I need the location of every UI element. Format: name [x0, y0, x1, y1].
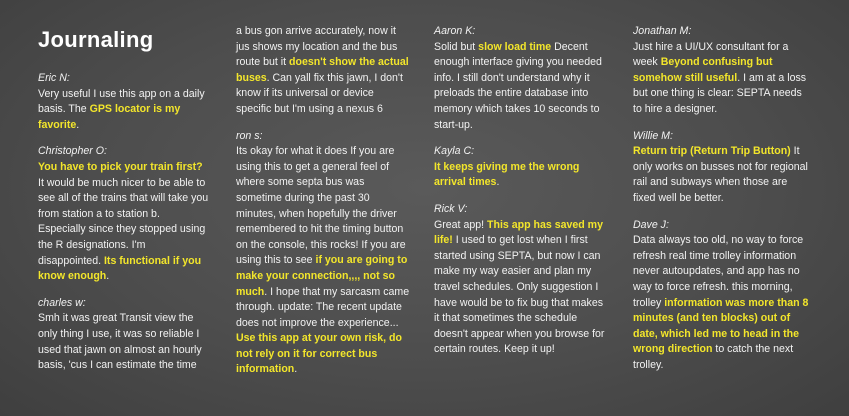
review-text-segment: Smh it was great Transit view the only thing I use, it was so reliable I used that jawn on almost an hourly basis, 'cus I can estimate the time — [38, 312, 202, 372]
review — [434, 202, 610, 358]
review — [38, 296, 210, 374]
review — [236, 129, 412, 379]
review-text — [236, 24, 412, 118]
review-column-2 — [236, 24, 412, 389]
review-text-segment: to catch the next trolley. — [633, 343, 794, 371]
review-text-segment: . — [76, 118, 80, 131]
review-highlight: Its functional if you know enough — [38, 254, 202, 283]
review — [434, 24, 610, 133]
review-text — [38, 311, 210, 373]
review-highlight: You have to pick your train first? — [38, 160, 203, 173]
review-highlight: It keeps giving me the wrong arrival times — [434, 160, 580, 189]
review-text-segment: Just hire a UI/UX consultant for a week — [633, 40, 789, 69]
review-author: Kayla C: — [434, 145, 475, 158]
review-text — [236, 144, 412, 378]
review-text-segment: Data always too old, no way to force refresh real time trolley information never autoupdates, and app has no way to force refresh. this morning, trolley — [633, 234, 804, 309]
review-column-4 — [633, 24, 809, 384]
slide-title: Journaling — [38, 27, 154, 52]
review-highlight: Return trip (Return Trip Button) — [633, 145, 791, 158]
review-author: Willie M: — [633, 129, 673, 142]
review — [38, 71, 210, 133]
review-text-segment: . — [294, 363, 298, 376]
review-text — [633, 144, 809, 206]
review-text-segment: a bus gon arrive accurately, now it jus shows my location and the bus route but it — [236, 25, 398, 69]
review-highlight: GPS locator is my favorite — [38, 103, 181, 131]
review-column-3 — [434, 24, 610, 369]
review-author: ron s: — [236, 129, 263, 142]
review-highlight: if you are going to make your connection,,,, not so much — [236, 254, 408, 298]
review-text-segment: It would be much nicer to be able to see all of the trains that will take you from station a to station b. Especially since they stopped using the R designations. I'm disappointed. — [38, 176, 209, 267]
review-text — [38, 87, 210, 134]
review-author: Jonathan M: — [633, 25, 692, 37]
review-highlight: This app has saved my life! — [434, 218, 603, 247]
review-author: Eric N: — [38, 72, 70, 84]
review-author: charles w: — [38, 296, 86, 309]
review-text-segment: It only works on busses not for regional rail and subways when those are fixed well be better. — [633, 145, 808, 204]
review — [633, 24, 809, 118]
review-text — [434, 160, 610, 191]
review-text — [434, 40, 610, 134]
review — [633, 129, 809, 207]
review-text-segment: . I hope that my sarcasm came through. update: The recent update does not improve the experience... — [236, 285, 410, 329]
review — [38, 144, 210, 284]
review-text-segment: Very useful I use this app on a daily basis. The — [38, 87, 205, 116]
review-text-segment: Great app! — [434, 218, 487, 231]
review — [434, 144, 610, 191]
review-text — [434, 218, 610, 358]
review-highlight: information was more than 8 minutes (and ten blocks) out of date, which led me to head in the wrong direction — [633, 296, 809, 356]
review-text-segment: I used to get lost when I first started using SEPTA, but now I can make my way easier and plan my travel schedules. Only suggestion I have would be to fix bug that makes it that sometimes the schedule doesn't appear when you browse for certain routes. Keep it up! — [434, 234, 605, 356]
review-column-1 — [38, 27, 210, 385]
review-author: Christopher O: — [38, 145, 107, 158]
review-author: Rick V: — [434, 202, 468, 215]
review-highlight: slow load time — [478, 40, 552, 53]
review-text-segment: . — [496, 176, 500, 189]
review-highlight: Beyond confusing but somehow still useful — [633, 56, 773, 84]
review-highlight: doesn't show the actual buses — [236, 56, 409, 84]
review-text — [633, 233, 809, 373]
review — [236, 24, 412, 118]
review-author: Dave J: — [633, 218, 669, 231]
review-text-segment: . — [106, 270, 110, 283]
review-text-segment: . Can yall fix this jawn, I don't know if its universal or device specific but I'm using a nexus 6 — [236, 71, 403, 115]
review-text-segment: Decent enough interface giving you needed info. I still don't understand why it preloads the entire database into memory which takes 10 seconds to start-up. — [434, 40, 602, 131]
review-text-segment: . I am at a loss but one thing is clear: SEPTA needs to hire a designer. — [633, 71, 807, 115]
review-highlight: Use this app at your own risk, do not rely on it for correct bus information — [236, 332, 402, 376]
review-text-segment: Its okay for what it does If you are using this to get a general feel of where some septa bus was sometime during the past 30 minutes, when hopefully the driver remembered to hit the timing button on the console, this rocks! If you are using this to see — [236, 145, 406, 267]
review — [633, 218, 809, 374]
review-text-segment: Solid but — [434, 40, 479, 53]
review-text — [633, 40, 809, 118]
review-author: Aaron K: — [434, 25, 476, 37]
review-text — [38, 160, 210, 285]
